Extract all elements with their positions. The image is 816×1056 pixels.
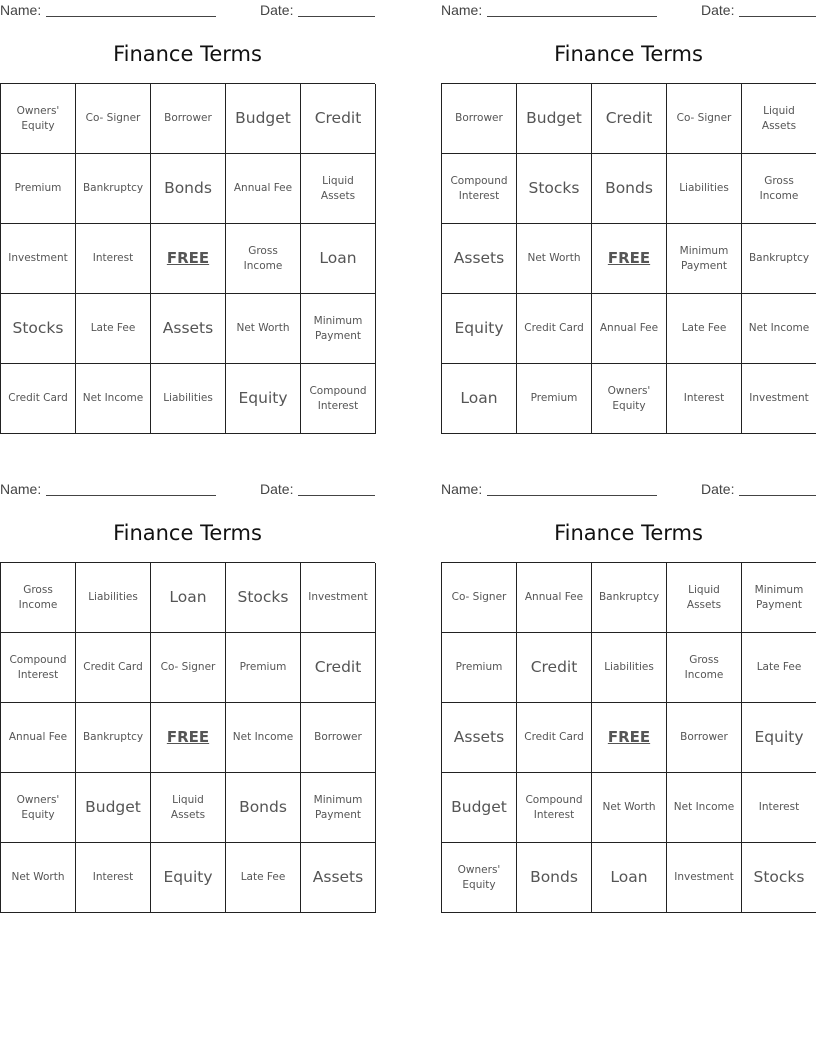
bingo-cell: Liquid Assets (301, 154, 376, 224)
bingo-cell: Assets (301, 843, 376, 913)
bingo-cell: Owners' Equity (592, 364, 667, 434)
bingo-cell: Loan (301, 224, 376, 294)
name-field[interactable] (46, 16, 216, 17)
bingo-cell: Investment (301, 563, 376, 633)
name-date-row (0, 479, 375, 499)
date-label: Date: (260, 2, 294, 18)
bingo-cell: Credit (301, 84, 376, 154)
bingo-cell: Premium (517, 364, 592, 434)
bingo-cell: Credit (517, 633, 592, 703)
card-title: Finance Terms (554, 42, 703, 66)
bingo-cell: Minimum Payment (742, 563, 816, 633)
bingo-cell: Minimum Payment (301, 773, 376, 843)
bingo-cell: Liabilities (667, 154, 742, 224)
bingo-cell: Bankruptcy (592, 563, 667, 633)
free-space: FREE (151, 224, 226, 294)
bingo-cell: Late Fee (667, 294, 742, 364)
bingo-cell: Co- Signer (442, 563, 517, 633)
bingo-cell: Owners' Equity (1, 773, 76, 843)
bingo-cell: Minimum Payment (301, 294, 376, 364)
name-date-row (0, 0, 375, 20)
bingo-cell: Bankruptcy (742, 224, 816, 294)
bingo-cell: Credit Card (76, 633, 151, 703)
bingo-cell: Liabilities (76, 563, 151, 633)
card-title: Finance Terms (113, 521, 262, 545)
bingo-cell: Net Income (742, 294, 816, 364)
date-field[interactable] (739, 16, 816, 17)
bingo-grid (441, 562, 816, 913)
bingo-cell: Net Income (76, 364, 151, 434)
bingo-cell: Investment (1, 224, 76, 294)
bingo-cell: Bankruptcy (76, 154, 151, 224)
bingo-cell: Loan (151, 563, 226, 633)
free-space: FREE (592, 224, 667, 294)
name-field[interactable] (487, 16, 657, 17)
bingo-cell: Stocks (742, 843, 816, 913)
bingo-cell: Equity (226, 364, 301, 434)
free-space: FREE (151, 703, 226, 773)
bingo-cell: Equity (151, 843, 226, 913)
bingo-cell: Borrower (301, 703, 376, 773)
free-space: FREE (592, 703, 667, 773)
name-label: Name: (441, 2, 483, 18)
name-label: Name: (0, 481, 42, 497)
bingo-grid (0, 83, 375, 434)
bingo-cell: Budget (226, 84, 301, 154)
bingo-cell: Liquid Assets (742, 84, 816, 154)
bingo-cell: Compound Interest (1, 633, 76, 703)
name-label: Name: (0, 2, 42, 18)
card-title: Finance Terms (113, 42, 262, 66)
bingo-cell: Loan (592, 843, 667, 913)
date-label: Date: (260, 481, 294, 497)
bingo-grid (0, 562, 375, 913)
bingo-cell: Compound Interest (517, 773, 592, 843)
bingo-card-4 (441, 479, 816, 914)
name-date-row (441, 479, 816, 499)
name-date-row (441, 0, 816, 20)
bingo-cell: Equity (742, 703, 816, 773)
bingo-cell: Bonds (592, 154, 667, 224)
bingo-cell: Gross Income (742, 154, 816, 224)
bingo-cell: Interest (76, 843, 151, 913)
bingo-cell: Equity (442, 294, 517, 364)
bingo-cell: Premium (226, 633, 301, 703)
bingo-cell: Investment (667, 843, 742, 913)
bingo-cell: Stocks (226, 563, 301, 633)
bingo-cell: Credit (592, 84, 667, 154)
bingo-cell: Budget (442, 773, 517, 843)
bingo-cell: Annual Fee (1, 703, 76, 773)
bingo-cell: Assets (442, 703, 517, 773)
bingo-cell: Stocks (517, 154, 592, 224)
bingo-cell: Premium (1, 154, 76, 224)
date-field[interactable] (739, 495, 816, 496)
bingo-cell: Borrower (442, 84, 517, 154)
bingo-cell: Annual Fee (226, 154, 301, 224)
bingo-cell: Assets (442, 224, 517, 294)
bingo-cell: Loan (442, 364, 517, 434)
bingo-cell: Annual Fee (517, 563, 592, 633)
bingo-cell: Interest (76, 224, 151, 294)
bingo-cell: Net Income (667, 773, 742, 843)
date-field[interactable] (298, 16, 375, 17)
bingo-cell: Co- Signer (76, 84, 151, 154)
name-field[interactable] (487, 495, 657, 496)
bingo-cell: Bankruptcy (76, 703, 151, 773)
bingo-cell: Late Fee (742, 633, 816, 703)
bingo-card-3 (0, 479, 375, 914)
bingo-cell: Credit Card (517, 703, 592, 773)
bingo-cell: Credit Card (1, 364, 76, 434)
bingo-cell: Net Income (226, 703, 301, 773)
bingo-cell: Premium (442, 633, 517, 703)
bingo-cell: Credit (301, 633, 376, 703)
bingo-grid (441, 83, 816, 434)
bingo-cell: Budget (517, 84, 592, 154)
bingo-cell: Budget (76, 773, 151, 843)
bingo-cell: Net Worth (517, 224, 592, 294)
bingo-cell: Liquid Assets (151, 773, 226, 843)
bingo-cell: Gross Income (1, 563, 76, 633)
bingo-cell: Credit Card (517, 294, 592, 364)
card-title: Finance Terms (554, 521, 703, 545)
bingo-cell: Gross Income (667, 633, 742, 703)
bingo-cell: Bonds (226, 773, 301, 843)
bingo-cell: Compound Interest (301, 364, 376, 434)
bingo-card-2 (441, 0, 816, 435)
bingo-cell: Liabilities (151, 364, 226, 434)
bingo-cell: Gross Income (226, 224, 301, 294)
bingo-cell: Bonds (151, 154, 226, 224)
name-field[interactable] (46, 495, 216, 496)
date-field[interactable] (298, 495, 375, 496)
bingo-cell: Late Fee (76, 294, 151, 364)
bingo-card-1 (0, 0, 375, 435)
bingo-cell: Interest (742, 773, 816, 843)
bingo-cell: Net Worth (592, 773, 667, 843)
bingo-cell: Owners' Equity (442, 843, 517, 913)
bingo-cell: Bonds (517, 843, 592, 913)
name-label: Name: (441, 481, 483, 497)
bingo-cell: Assets (151, 294, 226, 364)
bingo-cell: Investment (742, 364, 816, 434)
date-label: Date: (701, 2, 735, 18)
bingo-cell: Owners' Equity (1, 84, 76, 154)
bingo-cell: Liquid Assets (667, 563, 742, 633)
bingo-cell: Borrower (151, 84, 226, 154)
bingo-cell: Minimum Payment (667, 224, 742, 294)
bingo-cell: Co- Signer (151, 633, 226, 703)
bingo-cell: Borrower (667, 703, 742, 773)
bingo-cell: Late Fee (226, 843, 301, 913)
bingo-cell: Compound Interest (442, 154, 517, 224)
bingo-cell: Net Worth (1, 843, 76, 913)
bingo-cell: Stocks (1, 294, 76, 364)
date-label: Date: (701, 481, 735, 497)
bingo-cell: Liabilities (592, 633, 667, 703)
bingo-cell: Co- Signer (667, 84, 742, 154)
bingo-cell: Annual Fee (592, 294, 667, 364)
bingo-cell: Net Worth (226, 294, 301, 364)
bingo-cell: Interest (667, 364, 742, 434)
